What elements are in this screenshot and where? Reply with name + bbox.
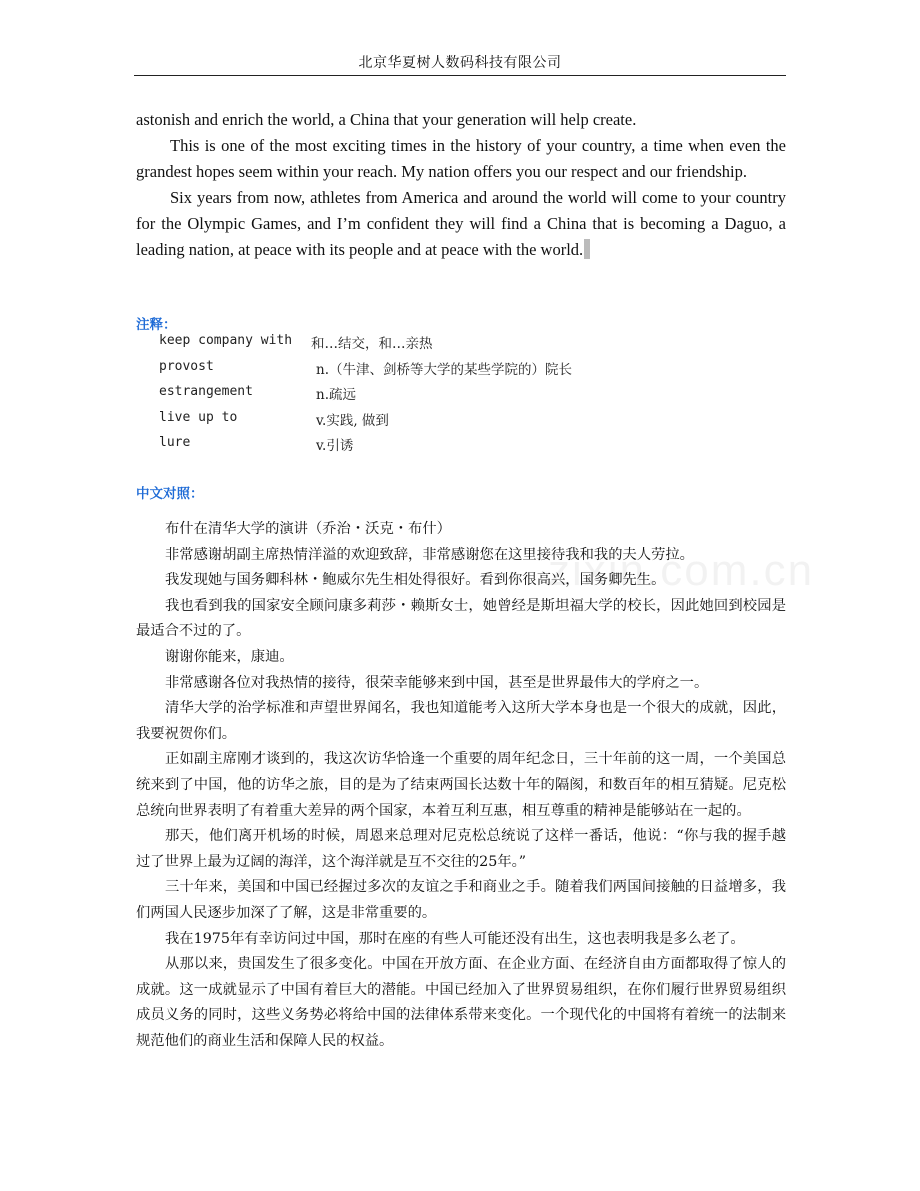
note-term: live up to (159, 409, 238, 425)
chinese-paragraph: 我也看到我的国家安全顾问康多莉莎・赖斯女士，她曾经是斯坦福大学的校长，因此她回到校园是最适合不过的了。 (136, 597, 786, 640)
note-term: keep company with (159, 333, 293, 348)
chinese-paragraph: 正如副主席刚才谈到的，我这次访华恰逢一个重要的周年纪念日，三十年前的这一周，一个美国总统来到了中国，他的访华之旅，目的是为了结束两国长达数十年的隔阂，和数百年的相互猜疑。尼克松总统向世界表明了有着重大差异的两个国家，本着互利互惠，相互尊重的精神是能够站在一起的。 (136, 751, 786, 819)
chinese-text (136, 517, 786, 1054)
english-paragraph-2: This is one of the most exciting times in the history of your country, a time when even the grandest hopes seem within your reach. My nation offers you our respect and our friendship. (136, 136, 786, 181)
chinese-paragraph: 布什在清华大学的演讲（乔治・沃克・布什） (165, 521, 451, 537)
note-definition: n.（牛津、剑桥等大学的某些学院的）院长 (316, 361, 572, 378)
note-row (159, 331, 759, 357)
note-definition: n.疏远 (316, 387, 356, 403)
note-row (159, 382, 759, 408)
chinese-paragraph: 清华大学的治学标准和声望世界闻名，我也知道能考入这所大学本身也是一个很大的成就，因此，我要祝贺你们。 (136, 700, 786, 742)
english-paragraph-1: astonish and enrich the world, a China that your generation will help create. (136, 110, 637, 129)
note-definition: v.实践, 做到 (316, 412, 389, 429)
notes-list (159, 331, 759, 459)
chinese-paragraph: 从那以来，贵国发生了很多变化。中国在开放方面、在企业方面、在经济自由方面都取得了惊人的成就。这一成就显示了中国有着巨大的潜能。中国已经加入了世界贸易组织，在你们履行世界贸易组织成员义务的同时，这些义务势必将给中国的法律体系带来变化。一个现代化的中国将有着统一的法制来规范他们的商业生活和保障人民的权益。 (136, 956, 786, 1049)
page-header: 北京华夏树人数码科技有限公司 (358, 55, 562, 71)
chinese-paragraph: 谢谢你能来，康迪。 (165, 648, 294, 665)
note-definition: v.引诱 (316, 438, 354, 454)
note-row (159, 357, 759, 383)
watermark: zixin.com.cn (548, 546, 815, 595)
note-definition: 和…结交，和…亲热 (311, 336, 433, 352)
notes-title: 注释： (136, 317, 177, 333)
english-text (136, 107, 786, 263)
chinese-paragraph: 我发现她与国务卿科林・鲍威尔先生相处得很好。看到你很高兴，国务卿先生。 (165, 572, 666, 589)
header-rule (134, 75, 786, 76)
chinese-paragraph: 非常感谢胡副主席热情洋溢的欢迎致辞，非常感谢您在这里接待我和我的夫人劳拉。 (165, 546, 694, 563)
chinese-paragraph: 我在1975年有幸访问过中国，那时在座的有些人可能还没有出生，这也表明我是多么老了。 (165, 930, 745, 947)
chinese-paragraph: 那天，他们离开机场的时候，周恩来总理对尼克松总统说了这样一番话，他说：“你与我的握手越过了世界上最为辽阔的海洋，这个海洋就是互不交往的25年。” (136, 828, 786, 870)
note-term: lure (159, 435, 191, 450)
note-term: provost (159, 358, 214, 374)
note-term: estrangement (159, 384, 253, 399)
note-row (159, 408, 759, 434)
text-cursor (584, 239, 590, 259)
chinese-title: 中文对照： (136, 486, 204, 502)
note-row (159, 433, 759, 459)
chinese-paragraph: 非常感谢各位对我热情的接待，很荣幸能够来到中国，甚至是世界最伟大的学府之一。 (165, 674, 709, 691)
english-paragraph-3: Six years from now, athletes from America and around the world will come to your country for the Olympic Games, and I’m confident they will find a China that is becoming a Daguo, a leading nation, at peace with its people and at peace with the world. (136, 188, 786, 259)
chinese-paragraph: 三十年来，美国和中国已经握过多次的友谊之手和商业之手。随着我们两国间接触的日益增多，我们两国人民逐步加深了了解，这是非常重要的。 (136, 879, 786, 921)
